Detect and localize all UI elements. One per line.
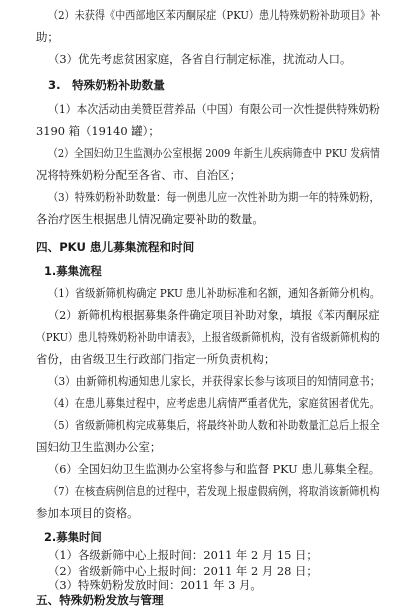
subsection-1-heading: 1.募集流程	[44, 264, 102, 278]
process-item-5: （5）省级新筛机构完成募集后，将最终补助人数和补助数量汇总后上报全	[48, 418, 380, 432]
process-item-7-cont: 参加本项目的资格。	[36, 506, 139, 520]
quantity-item-2: （2）全国妇幼卫生监测办公室根据 2009 年新生儿疾病筛查中 PKU 发病情	[48, 146, 380, 160]
process-item-6: （6）全国妇幼卫生监测办公室将参与和监督 PKU 患儿募集全程。	[48, 462, 380, 476]
section-4-heading: 四、PKU 患儿募集流程和时间	[36, 240, 195, 254]
timeline-item-3: （3）特殊奶粉发放时间：2011 年 3 月。	[48, 578, 262, 592]
process-item-1: （1）省级新筛机构确定 PKU 患儿补助标准和名额，通知各新筛分机构。	[48, 286, 381, 300]
process-item-4: （4）在患儿募集过程中，应考虑患儿病情严重者优先，家庭贫困者优先。	[48, 396, 380, 410]
section-3-heading: 3. 特殊奶粉补助数量	[48, 78, 165, 92]
timeline-item-2: （2）省级新筛中心上报时间：2011 年 2 月 28 日；	[48, 564, 318, 578]
process-item-3: （3）由新筛机构通知患儿家长，并获得家长参与该项目的知情同意书；	[48, 374, 381, 388]
section-5-heading: 五、特殊奶粉发放与管理	[36, 593, 164, 607]
process-item-2: （2）新筛机构根据募集条件确定项目补助对象，填报《苯丙酮尿症	[48, 308, 380, 322]
quantity-item-3: （3）特殊奶粉补助数量：每一例患儿应一次性补助为期一年的特殊奶粉，	[48, 190, 380, 204]
item-2-continuation: 助；	[36, 30, 59, 44]
timeline-item-1: （1）各级新筛中心上报时间：2011 年 2 月 15 日；	[48, 548, 318, 562]
quantity-item-1: （1）本次活动由美赞臣营养品（中国）有限公司一次性提供特殊奶粉	[48, 102, 380, 116]
item-3-priority: （3）优先考虑贫困家庭，各省自行制定标准，扰流动人口。	[48, 52, 352, 66]
process-item-2-cont-b: 省份，由省级卫生行政部门指定一所负责机构；	[36, 352, 276, 366]
item-2-not-funded: （2）未获得《中西部地区苯丙酮尿症（PKU）患儿特殊奶粉补助项目》补	[48, 8, 381, 22]
process-item-2-cont-a: （PKU）患儿特殊奶粉补助申请表》，上报省级新筛机构，没有省级新筛机构的	[36, 330, 380, 344]
process-item-5-cont: 国妇幼卫生监测办公室；	[36, 440, 162, 454]
subsection-2-heading: 2.募集时间	[44, 530, 102, 544]
quantity-item-2-cont: 况将特殊奶粉分配至各省、市、自治区；	[36, 168, 242, 182]
process-item-7: （7）在核查病例信息的过程中，若发现上报虚假病例，将取消该新筛机构	[48, 484, 380, 498]
quantity-item-3-cont: 各治疗医生根据患儿情况确定要补助的数量。	[36, 212, 264, 226]
quantity-item-1-cont: 3190 箱（19140 罐）；	[36, 124, 160, 138]
